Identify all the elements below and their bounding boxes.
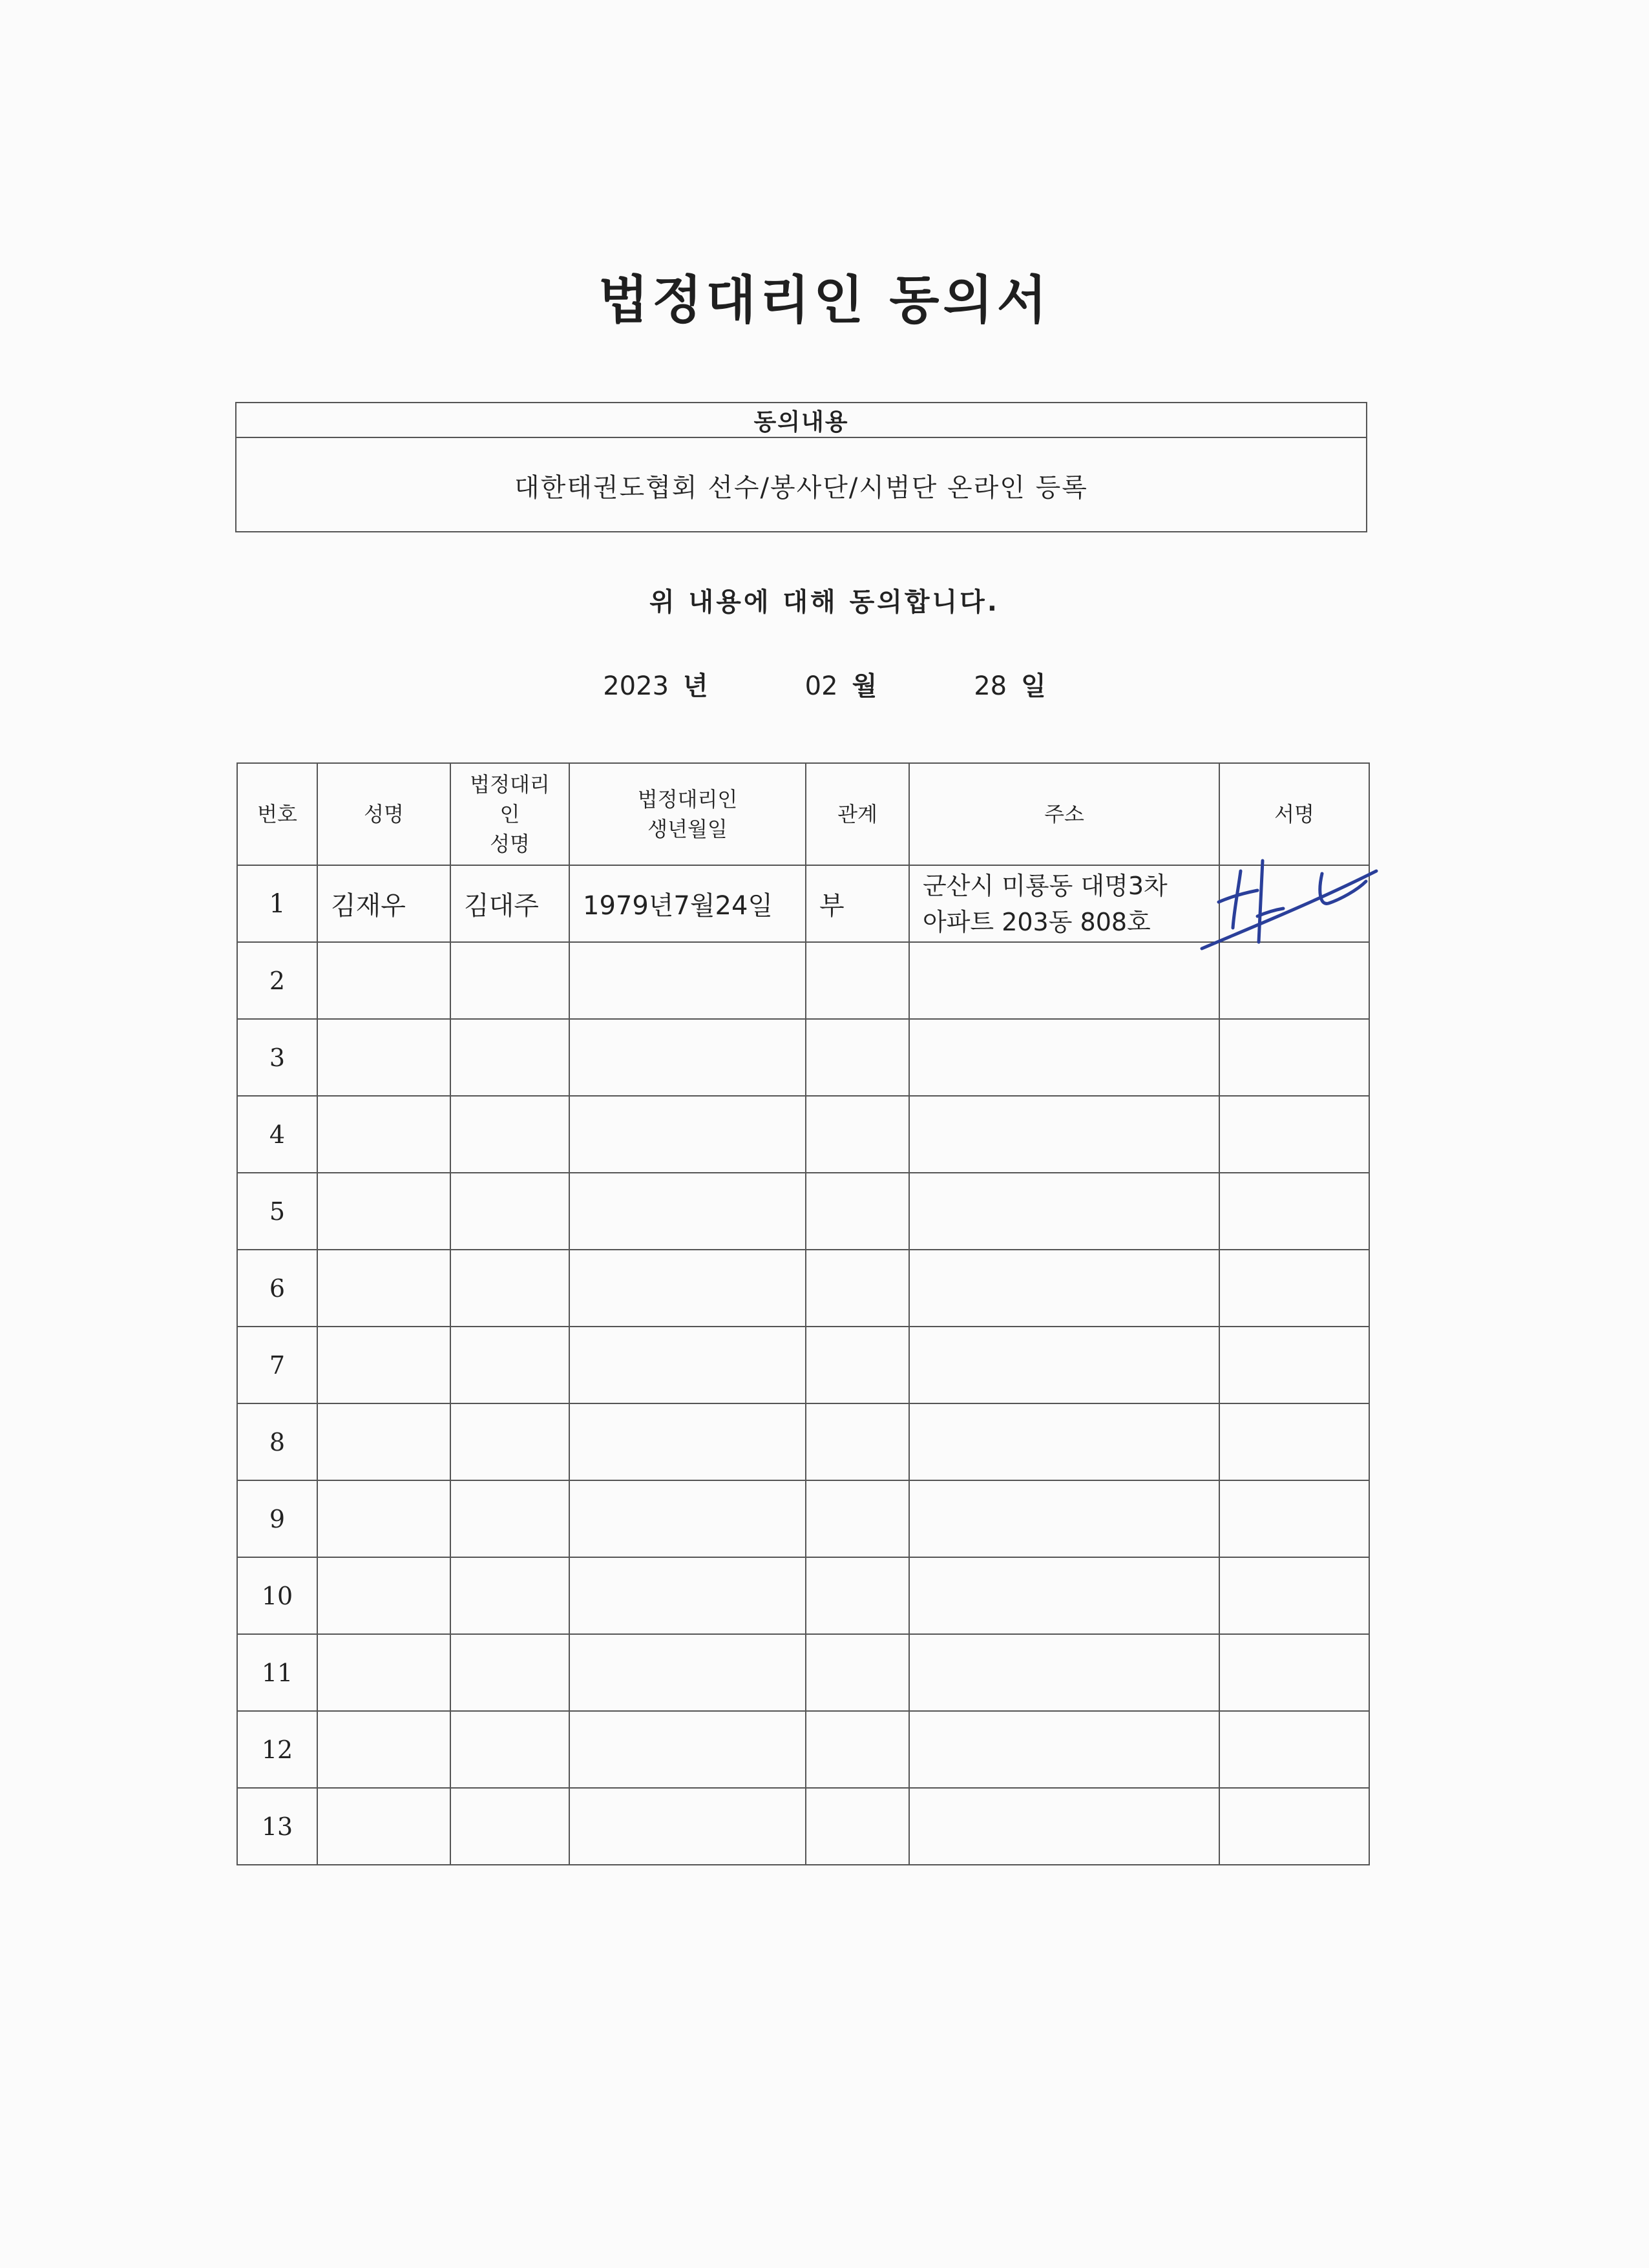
table-row [237, 1788, 1369, 1865]
cell-address [909, 1019, 1219, 1096]
cell-rep-birth: 1979년7월24일 [569, 865, 806, 942]
cell-signature [1219, 1711, 1369, 1788]
cell-signature [1219, 1096, 1369, 1173]
date-day: 28 [974, 671, 1007, 701]
table-row [237, 1096, 1369, 1173]
cell-signature [1219, 1250, 1369, 1327]
cell-rep-birth [569, 1250, 806, 1327]
agreement-statement: 위 내용에 대해 동의합니다. [649, 587, 1000, 617]
table-row [237, 1480, 1369, 1557]
cell-address [909, 865, 1219, 942]
cell-name [317, 942, 450, 1019]
table-row [237, 1173, 1369, 1250]
cell-relation [806, 1327, 909, 1403]
cell-no: 10 [237, 1557, 317, 1634]
cell-relation [806, 1019, 909, 1096]
cell-address-line1: 군산시 미룡동 대명3차 [923, 871, 1168, 900]
consent-body: 대한태권도협회 선수/봉사단/시범단 온라인 등록 [514, 472, 1088, 503]
cell-rep-birth [569, 1173, 806, 1250]
cell-signature [1219, 1788, 1369, 1865]
cell-no: 2 [237, 942, 317, 1019]
header-rep-name-line3: 성명 [490, 832, 530, 856]
table-row [237, 1403, 1369, 1480]
cell-name [317, 1480, 450, 1557]
table-row [237, 1019, 1369, 1096]
cell-name [317, 1711, 450, 1788]
cell-rep-name [450, 942, 569, 1019]
consent-header: 동의내용 [236, 403, 1366, 438]
cell-name [317, 1634, 450, 1711]
page-title: 법정대리인 동의서 [598, 270, 1051, 330]
signature-stroke [1259, 861, 1263, 942]
cell-address [909, 1250, 1219, 1327]
cell-rep-name [450, 1173, 569, 1250]
cell-rep-birth [569, 1403, 806, 1480]
cell-rep-name [450, 1327, 569, 1403]
cell-relation [806, 1250, 909, 1327]
date-month: 02 [804, 671, 838, 701]
header-address: 주소 [909, 763, 1219, 865]
header-rep-birth-line1: 법정대리인 [637, 787, 738, 812]
signature-stroke [1233, 871, 1241, 928]
cell-rep-name [450, 1096, 569, 1173]
cell-rep-name [450, 1711, 569, 1788]
handwritten-signature [1195, 852, 1389, 955]
cell-rep-birth [569, 1327, 806, 1403]
cell-relation: 부 [806, 865, 909, 942]
cell-rep-birth [569, 1788, 806, 1865]
cell-name [317, 1096, 450, 1173]
cell-rep-name [450, 1480, 569, 1557]
header-relation: 관계 [806, 763, 909, 865]
cell-signature [1219, 1403, 1369, 1480]
cell-no: 13 [237, 1788, 317, 1865]
header-rep-name-line1: 법정대리 [470, 772, 550, 797]
date-year-unit: 년 [683, 671, 708, 701]
cell-rep-birth [569, 1634, 806, 1711]
cell-no: 8 [237, 1403, 317, 1480]
cell-address [909, 1327, 1219, 1403]
cell-no: 6 [237, 1250, 317, 1327]
cell-address [909, 1711, 1219, 1788]
cell-rep-name [450, 1250, 569, 1327]
cell-signature [1219, 1173, 1369, 1250]
cell-name [317, 1557, 450, 1634]
table-header-row [237, 763, 1369, 865]
cell-relation [806, 1173, 909, 1250]
cell-rep-name [450, 1403, 569, 1480]
cell-relation [806, 1403, 909, 1480]
cell-relation [806, 1711, 909, 1788]
cell-name [317, 1173, 450, 1250]
header-rep-name-line2: 인 [499, 802, 520, 826]
date-month-unit: 월 [852, 671, 877, 701]
table-row [237, 1634, 1369, 1711]
table-row [237, 1711, 1369, 1788]
consent-box [235, 402, 1367, 532]
cell-name [317, 1788, 450, 1865]
cell-no: 9 [237, 1480, 317, 1557]
signature-stroke [1202, 871, 1376, 949]
cell-signature [1219, 1019, 1369, 1096]
cell-address [909, 1634, 1219, 1711]
cell-address [909, 1403, 1219, 1480]
header-name: 성명 [317, 763, 450, 865]
cell-name [317, 1403, 450, 1480]
cell-rep-name [450, 1019, 569, 1096]
cell-relation [806, 942, 909, 1019]
cell-relation [806, 1557, 909, 1634]
cell-address-line2: 아파트 203동 808호 [923, 907, 1151, 936]
cell-no: 1 [237, 865, 317, 942]
cell-name [317, 1250, 450, 1327]
cell-no: 11 [237, 1634, 317, 1711]
cell-rep-name [450, 1788, 569, 1865]
cell-no: 4 [237, 1096, 317, 1173]
cell-name: 김재우 [317, 865, 450, 942]
cell-rep-birth [569, 1480, 806, 1557]
cell-address [909, 942, 1219, 1019]
cell-rep-name: 김대주 [450, 865, 569, 942]
header-rep-birth-line2: 생년월일 [647, 817, 728, 841]
cell-rep-birth [569, 1557, 806, 1634]
table-row [237, 1250, 1369, 1327]
cell-signature [1219, 1327, 1369, 1403]
header-signature: 서명 [1219, 763, 1369, 865]
cell-address [909, 1557, 1219, 1634]
date-line [0, 666, 1649, 702]
header-rep-name [450, 763, 569, 865]
cell-address [909, 1096, 1219, 1173]
cell-rep-birth [569, 942, 806, 1019]
cell-name [317, 1327, 450, 1403]
cell-rep-name [450, 1557, 569, 1634]
cell-name [317, 1019, 450, 1096]
table-row [237, 1557, 1369, 1634]
cell-rep-birth [569, 1019, 806, 1096]
header-no: 번호 [237, 763, 317, 865]
cell-relation [806, 1788, 909, 1865]
cell-signature [1219, 1557, 1369, 1634]
cell-signature [1219, 1480, 1369, 1557]
cell-rep-birth [569, 1711, 806, 1788]
table-row [237, 1327, 1369, 1403]
cell-relation [806, 1480, 909, 1557]
cell-no: 5 [237, 1173, 317, 1250]
cell-no: 12 [237, 1711, 317, 1788]
cell-relation [806, 1096, 909, 1173]
cell-address [909, 1788, 1219, 1865]
date-year: 2023 [603, 671, 669, 701]
cell-signature [1219, 1634, 1369, 1711]
date-day-unit: 일 [1021, 671, 1046, 701]
cell-rep-birth [569, 1096, 806, 1173]
cell-relation [806, 1634, 909, 1711]
header-rep-birth [569, 763, 806, 865]
cell-rep-name [450, 1634, 569, 1711]
cell-address [909, 1173, 1219, 1250]
cell-no: 7 [237, 1327, 317, 1403]
cell-address [909, 1480, 1219, 1557]
cell-no: 3 [237, 1019, 317, 1096]
